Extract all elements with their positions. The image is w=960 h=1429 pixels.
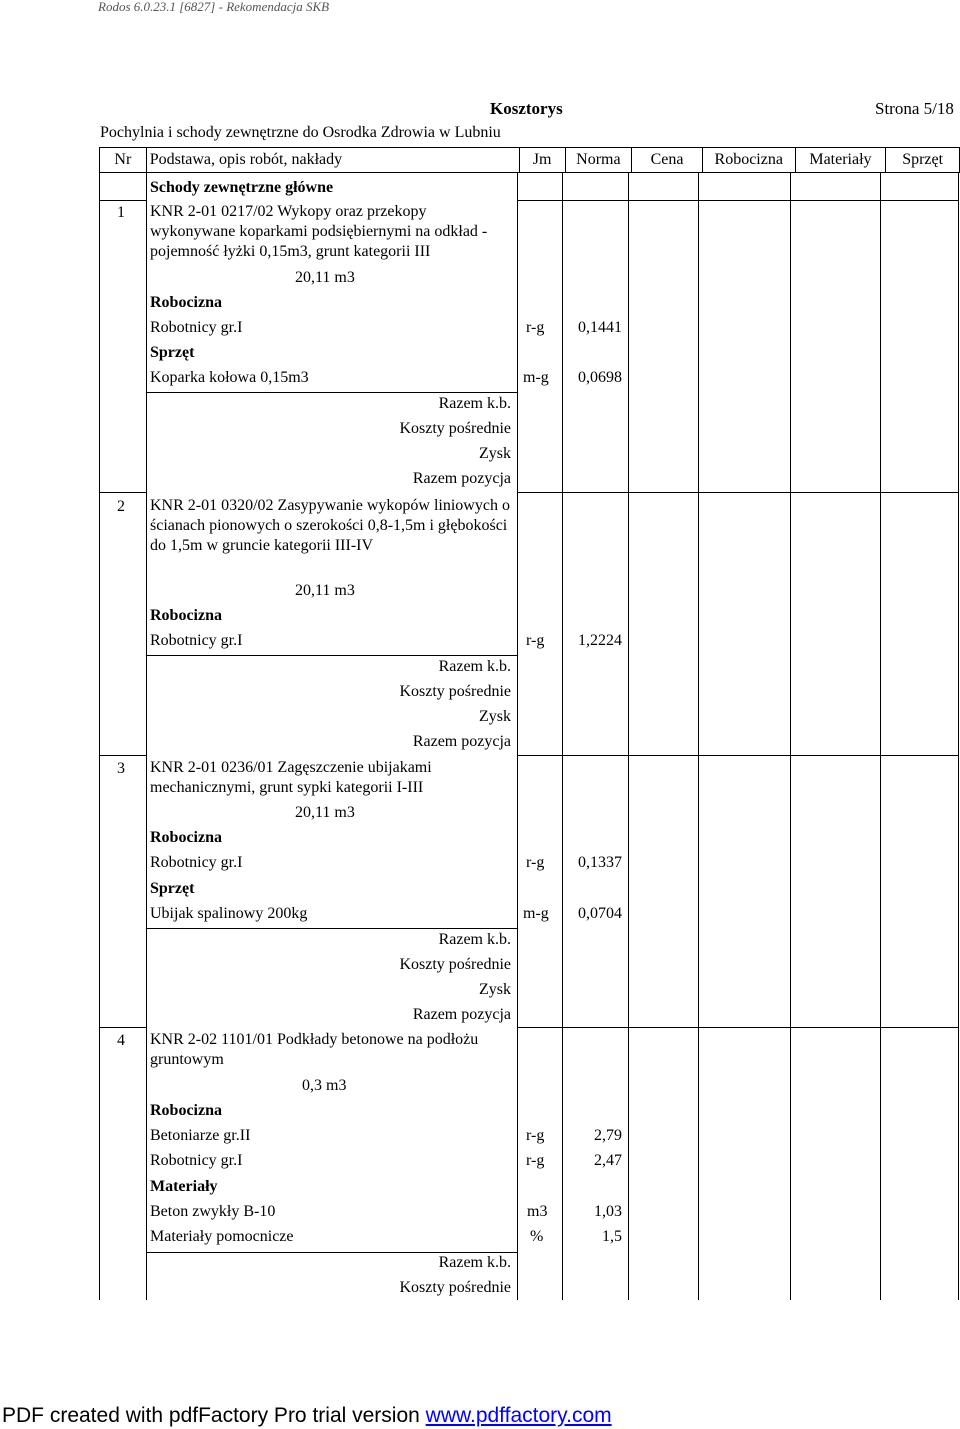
group-title-labour: Robocizna bbox=[150, 294, 222, 311]
resource-name: Robotnicy gr.I bbox=[150, 632, 243, 649]
summary-position-total: Razem pozycja bbox=[412, 470, 511, 487]
section-title: Schody zewnętrzne główne bbox=[150, 179, 334, 196]
position-description: KNR 2-01 0217/02 Wykopy oraz przekopy wykonywane koparkami podsiębiernymi na odkład - pojemność łyżki 0,15m3, grunt kategorii III bbox=[150, 203, 488, 260]
position-quantity: 20,11 m3 bbox=[295, 269, 355, 286]
summary-profit: Zysk bbox=[479, 445, 511, 462]
group-title-equipment: Sprzęt bbox=[150, 880, 195, 897]
column-header-norm: Norma bbox=[565, 148, 632, 173]
group-title-labour: Robocizna bbox=[150, 1102, 222, 1119]
resource-unit: r-g bbox=[526, 1127, 545, 1144]
resource-norm: 0,1337 bbox=[578, 854, 622, 871]
resource-unit: % bbox=[530, 1228, 544, 1245]
resource-name: Beton zwykły B-10 bbox=[150, 1203, 276, 1220]
resource-norm: 0,0704 bbox=[578, 905, 622, 922]
resource-norm: 2,47 bbox=[594, 1152, 622, 1169]
summary-indirect-costs: Koszty pośrednie bbox=[399, 1279, 511, 1296]
resource-norm: 2,79 bbox=[594, 1127, 622, 1144]
summary-position-total: Razem pozycja bbox=[412, 733, 511, 750]
resource-norm: 0,1441 bbox=[578, 319, 622, 336]
summary-direct-costs: Razem k.b. bbox=[438, 931, 511, 948]
summary-direct-costs: Razem k.b. bbox=[438, 658, 511, 675]
position-number: 2 bbox=[117, 498, 125, 515]
position-quantity: 20,11 m3 bbox=[295, 804, 355, 821]
summary-profit: Zysk bbox=[479, 981, 511, 998]
resource-unit: r-g bbox=[526, 632, 545, 649]
group-title-labour: Robocizna bbox=[150, 829, 222, 846]
resource-name: Koparka kołowa 0,15m3 bbox=[150, 369, 309, 386]
summary-direct-costs: Razem k.b. bbox=[438, 395, 511, 412]
summary-indirect-costs: Koszty pośrednie bbox=[399, 956, 511, 973]
summary-direct-costs: Razem k.b. bbox=[438, 1254, 511, 1271]
resource-name: Materiały pomocnicze bbox=[150, 1228, 294, 1245]
summary-profit: Zysk bbox=[479, 708, 511, 725]
summary-position-total: Razem pozycja bbox=[412, 1006, 511, 1023]
footer-link[interactable]: www.pdffactory.com bbox=[425, 1404, 612, 1427]
document-subtitle: Pochylnia i schody zewnętrzne do Osrodka Zdrowia w Lubniu bbox=[100, 124, 501, 141]
pdf-footer bbox=[2, 1405, 612, 1426]
column-header-description: Podstawa, opis robót, nakłady bbox=[146, 148, 519, 173]
resource-name: Ubijak spalinowy 200kg bbox=[150, 905, 308, 922]
resource-unit: m-g bbox=[523, 369, 549, 386]
resource-name: Robotnicy gr.I bbox=[150, 1152, 243, 1169]
column-header-nr: Nr bbox=[100, 148, 147, 173]
column-header-materials: Materiały bbox=[795, 148, 886, 173]
resource-norm: 0,0698 bbox=[578, 369, 622, 386]
app-header: Rodos 6.0.23.1 [6827] - Rekomendacja SKB bbox=[98, 0, 330, 14]
summary-indirect-costs: Koszty pośrednie bbox=[399, 683, 511, 700]
resource-unit: m-g bbox=[523, 905, 549, 922]
position-number: 1 bbox=[117, 204, 125, 221]
document-title: Kosztorys bbox=[490, 99, 563, 118]
position-description: KNR 2-02 1101/01 Podkłady betonowe na podłożu gruntowym bbox=[150, 1031, 479, 1068]
position-quantity: 0,3 m3 bbox=[302, 1077, 347, 1094]
resource-name: Betoniarze gr.II bbox=[150, 1127, 251, 1144]
position-number: 3 bbox=[117, 760, 125, 777]
position-number: 4 bbox=[117, 1032, 125, 1049]
column-header-equipment: Sprzęt bbox=[886, 148, 960, 173]
resource-name: Robotnicy gr.I bbox=[150, 854, 243, 871]
resource-unit: r-g bbox=[526, 1152, 545, 1169]
position-description: KNR 2-01 0320/02 Zasypywanie wykopów liniowych o ścianach pionowych o szerokości 0,8-1,5m i głębokości do 1,5m w gruncie kategorii III-IV bbox=[150, 497, 510, 554]
column-header-labour: Robocizna bbox=[702, 148, 795, 173]
column-header-row bbox=[99, 147, 960, 173]
resource-unit: r-g bbox=[526, 319, 545, 336]
resource-norm: 1,03 bbox=[594, 1203, 622, 1220]
resource-unit: r-g bbox=[526, 854, 545, 871]
position-quantity: 20,11 m3 bbox=[295, 582, 355, 599]
footer-text: PDF created with pdfFactory Pro trial version bbox=[2, 1404, 426, 1427]
group-title-equipment: Sprzęt bbox=[150, 344, 195, 361]
position-description: KNR 2-01 0236/01 Zagęszczenie ubijakami mechanicznymi, grunt sypki kategorii I-III bbox=[150, 759, 432, 796]
group-title-materials: Materiały bbox=[150, 1178, 218, 1195]
resource-name: Robotnicy gr.I bbox=[150, 319, 243, 336]
group-title-labour: Robocizna bbox=[150, 607, 222, 624]
column-header-unit: Jm bbox=[519, 148, 565, 173]
resource-unit: m3 bbox=[527, 1203, 548, 1220]
resource-norm: 1,2224 bbox=[578, 632, 622, 649]
column-header-price: Cena bbox=[632, 148, 703, 173]
page-number: Strona 5/18 bbox=[875, 99, 954, 118]
cost-table-body bbox=[99, 172, 959, 1300]
summary-indirect-costs: Koszty pośrednie bbox=[399, 420, 511, 437]
resource-norm: 1,5 bbox=[602, 1228, 622, 1245]
